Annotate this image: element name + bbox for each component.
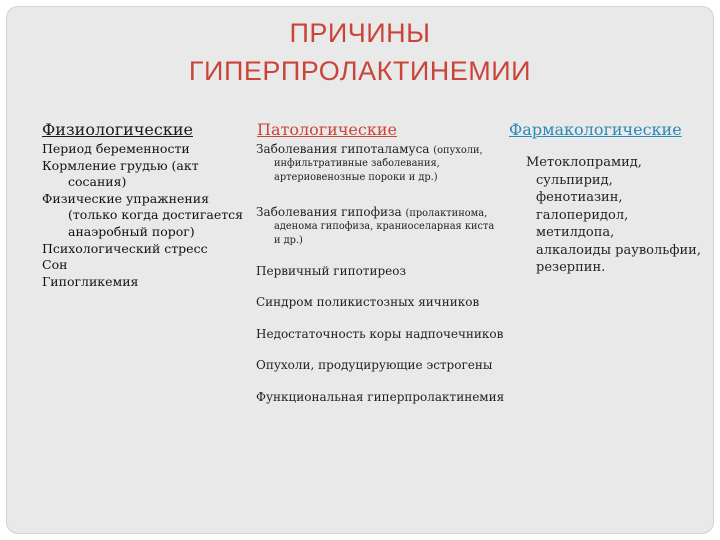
item-main: Заболевания гипоталамуса	[256, 142, 430, 156]
item-note: (пролактинома,	[405, 208, 488, 219]
item-note: (опухоли,	[433, 145, 483, 156]
list-item: метилдопа,	[536, 225, 615, 240]
list-item: Физические упражнения	[42, 190, 209, 206]
list-item: Период беременности	[42, 141, 190, 156]
list-item: Кормление грудью (акт	[42, 157, 199, 173]
physiological-list	[42, 141, 252, 290]
list-item: сульпирид,	[536, 172, 613, 188]
pathological-item-hypothalamus	[256, 142, 518, 185]
title-line-2: ГИПЕРПРОЛАКТИНЕМИИ	[188, 56, 532, 86]
list-item: (только когда достигается	[68, 207, 244, 223]
list-item: резерпин.	[536, 260, 606, 275]
pathological-item	[256, 264, 518, 279]
list-item: фенотиазин,	[536, 190, 623, 205]
item-main: Недостаточность коры надпочечников	[256, 327, 504, 341]
heading-physiological: Физиологические	[42, 120, 193, 139]
list-item: Психологический стресс	[42, 240, 208, 256]
list-item: алкалоиды раувольфии,	[536, 242, 701, 258]
item-main: Опухоли, продуцирующие эстрогены	[256, 358, 493, 372]
title-line-1: ПРИЧИНЫ	[289, 18, 431, 48]
heading-pathological: Патологические	[257, 120, 397, 139]
list-item: Гипогликемия	[42, 273, 139, 289]
pathological-item	[256, 390, 518, 405]
list-item: галоперидол,	[536, 207, 629, 223]
item-note: аденома гипофиза, краниоселарная киста	[274, 221, 495, 232]
item-main: Заболевания гипофиза	[256, 205, 402, 219]
list-item: Сон	[42, 257, 68, 273]
item-main: Первичный гипотиреоз	[256, 264, 406, 278]
list-item: сосания)	[68, 174, 127, 190]
pathological-item	[256, 295, 518, 310]
pharmacological-list	[526, 154, 706, 277]
pathological-item	[256, 358, 518, 373]
pathological-item-pituitary	[256, 205, 518, 248]
item-note: инфильтративные заболевания,	[274, 158, 440, 169]
slide-title	[0, 14, 720, 90]
heading-pharmacological: Фармакологические	[509, 120, 682, 139]
item-main: Синдром поликистозных яичников	[256, 295, 480, 309]
pathological-item	[256, 327, 518, 342]
item-main: Функциональная гиперпролактинемия	[256, 390, 505, 404]
list-item: анаэробный порог)	[68, 223, 195, 239]
item-note: и др.)	[274, 235, 303, 246]
list-item: Метоклопрамид,	[526, 155, 642, 170]
item-note: артериовенозные пороки и др.)	[274, 172, 438, 183]
